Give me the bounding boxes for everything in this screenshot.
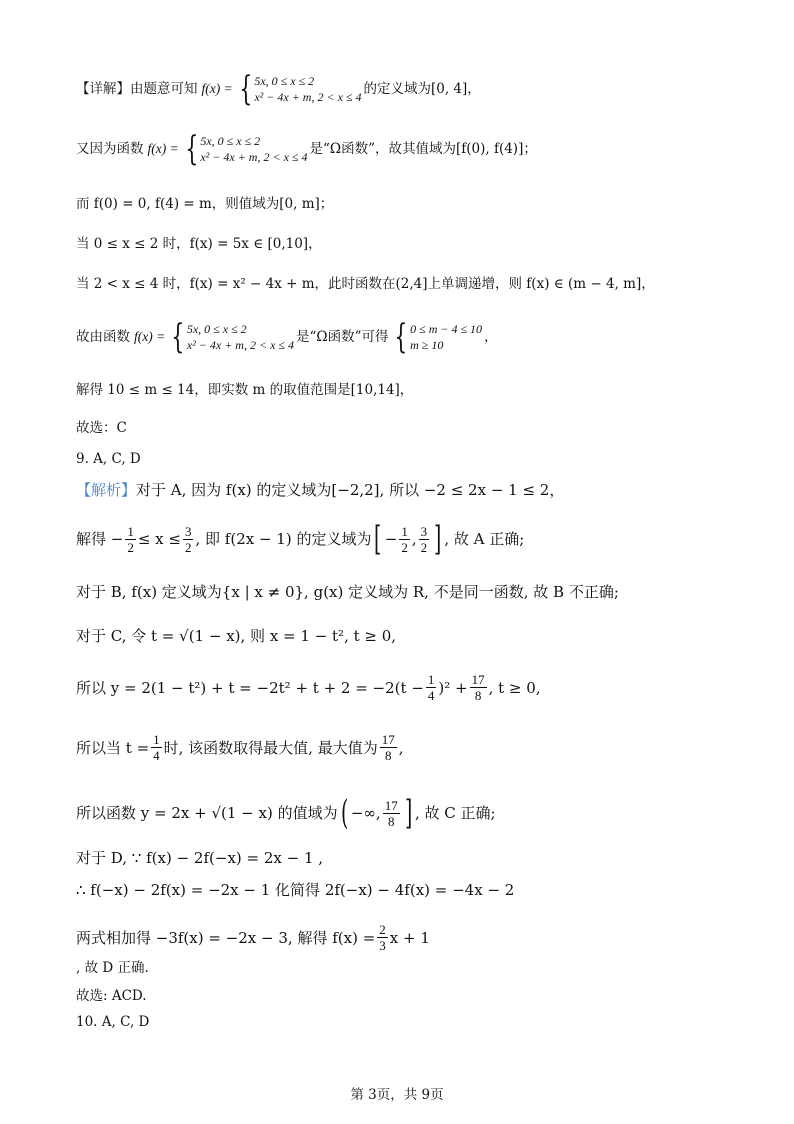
case-0-2-line: 当 0 ≤ x ≤ 2 时，f(x) = 5x ∈ [0,10]， xyxy=(76,236,322,252)
answer-9: 故选: ACD. xyxy=(76,988,147,1004)
analysis-a-line: 【解析】 对于 A, 因为 f(x) 的定义域为[−2,2], 所以 −2 ≤ 2x − 1 ≤ 2， xyxy=(76,481,565,499)
value-range-line: 而 f(0) = 0, f(4) = m，则值域为[0, m]； xyxy=(76,196,334,212)
analysis-c-substitution: 对于 C, 令 t = √(1 − x), 则 x = 1 − t², t ≥ 0, xyxy=(76,627,397,645)
inequality-system: { 0 ≤ m − 4 ≤ 10 m ≥ 10 xyxy=(394,317,483,357)
piecewise-function: { 5x, 0 ≤ x ≤ 2 x² − 4x + m, 2 < x ≤ 4 xyxy=(185,129,308,169)
piecewise-function: { 5x, 0 ≤ x ≤ 2 x² − 4x + m, 2 < x ≤ 4 xyxy=(239,69,362,109)
question-9-answer: 9. A, C, D xyxy=(76,451,141,467)
answer-8: 故选：C xyxy=(76,420,127,436)
question-10-answer: 10. A, C, D xyxy=(76,1014,150,1030)
system-condition-line: 故由函数 f(x) = { 5x, 0 ≤ x ≤ 2 x² − 4x + m, 2 < x ≤ 4 是“Ω函数”可得 { 0 ≤ m − 4 ≤ 10 m ≥ 10 ， xyxy=(76,317,498,357)
page-footer: 第 3页，共 9页 xyxy=(350,1087,444,1103)
solution-range-line: 解得 10 ≤ m ≤ 14，即实数 m 的取值范围是[10,14]， xyxy=(76,382,414,398)
detail-line-domain: 【详解】 由题意可知 f(x) = { 5x, 0 ≤ x ≤ 2 x² − 4x + m, 2 < x ≤ 4 的定义域为[0, 4]， xyxy=(76,69,481,109)
conclusion-d: , 故 D 正确. xyxy=(76,960,149,976)
max-value-line: 所以当 t = $\frac{1}{4}$ 时, 该函数取得最大值, 最大值为 $\frac{17}{8}$ , xyxy=(76,732,404,763)
analysis-d-line: 对于 D, ∵ f(x) − 2f(−x) = 2x − 1 , xyxy=(76,849,324,867)
sum-equation-line: 两式相加得 −3f(x) = −2x − 3, 解得 f(x) = $\frac{2}{3}$ x + 1 xyxy=(76,922,430,953)
analysis-tag: 【解析】 xyxy=(76,481,137,499)
quadratic-t-line: 所以 y = 2(1 − t²) + t = −2t² + t + 2 = −2(t − $\frac{1}{4}$ )² + $\frac{17}{8}$ , t ≥ 0, xyxy=(76,672,541,703)
piecewise-function: { 5x, 0 ≤ x ≤ 2 x² − 4x + m, 2 < x ≤ 4 xyxy=(171,317,294,357)
range-c-line: 所以函数 y = 2x + √(1 − x) 的值域为 ( −∞, $\frac{17}{8}$ ] , 故 C 正确; xyxy=(76,793,496,833)
case-2-4-line: 当 2 < x ≤ 4 时，f(x) = x² − 4x + m，此时函数在(2,4]上单调递增，则 f(x) ∈ (m − 4, m]， xyxy=(76,276,655,292)
analysis-b-line: 对于 B, f(x) 定义域为{x | x ≠ 0}, g(x) 定义域为 R, 不是同一函数, 故 B 不正确; xyxy=(76,583,619,601)
detail-tag: 【详解】 xyxy=(76,81,130,97)
omega-function-line: 又因为函数 f(x) = { 5x, 0 ≤ x ≤ 2 x² − 4x + m, 2 < x ≤ 4 是“Ω函数”，故其值域为[f(0), f(4)]； xyxy=(76,129,537,169)
solve-a-line: 解得 − $\frac{1}{2}$ ≤ x ≤ $\frac{3}{2}$ , 即 f(2x − 1) 的定义域为 [ − $\frac{1}{2}$ , $\frac{3}{2}$ ] , 故 A 正确; xyxy=(76,519,525,559)
therefore-line: ∴ f(−x) − 2f(x) = −2x − 1 化简得 2f(−x) − 4f(x) = −4x − 2 xyxy=(76,881,515,899)
